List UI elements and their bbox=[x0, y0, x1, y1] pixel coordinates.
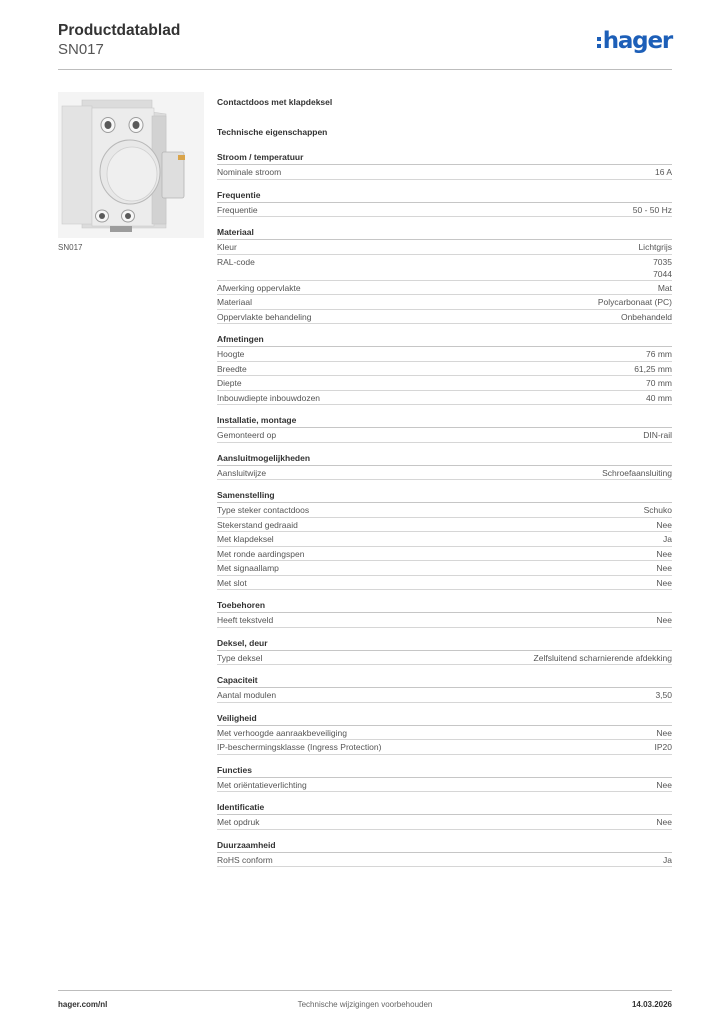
spec-value bbox=[656, 727, 672, 740]
spec-value-line: IP20 bbox=[654, 742, 672, 752]
spec-value bbox=[663, 533, 672, 546]
spec-value bbox=[598, 296, 672, 309]
spec-value bbox=[602, 467, 672, 480]
page-header bbox=[58, 22, 672, 70]
spec-value bbox=[663, 854, 672, 867]
page-footer bbox=[58, 990, 672, 1012]
spec-value bbox=[655, 689, 672, 702]
spec-label: Met oriëntatieverlichting bbox=[217, 779, 307, 790]
spec-value bbox=[653, 256, 672, 280]
footer-website: hager.com/nl bbox=[58, 1000, 108, 1009]
spec-value-line: Nee bbox=[656, 548, 672, 559]
spec-value bbox=[656, 779, 672, 792]
section-heading: Aansluitmogelijkheden bbox=[217, 451, 672, 466]
spec-row bbox=[217, 726, 672, 741]
spec-label: Met slot bbox=[217, 577, 247, 588]
spec-section bbox=[217, 763, 672, 793]
spec-row bbox=[217, 203, 672, 218]
product-code: SN017 bbox=[58, 41, 104, 58]
spec-value bbox=[633, 204, 672, 217]
spec-section bbox=[217, 488, 672, 590]
spec-value bbox=[658, 282, 672, 295]
spec-row bbox=[217, 347, 672, 362]
spec-label: Gemonteerd op bbox=[217, 430, 277, 440]
section-heading: Toebehoren bbox=[217, 598, 672, 613]
spec-row bbox=[217, 362, 672, 377]
spec-section bbox=[217, 225, 672, 324]
spec-value bbox=[646, 392, 672, 405]
spec-label: Aantal modulen bbox=[217, 690, 277, 700]
specifications bbox=[217, 95, 672, 867]
spec-value-line: Schroefaansluiting bbox=[602, 467, 672, 478]
spec-value bbox=[534, 652, 672, 665]
spec-row bbox=[217, 561, 672, 576]
spec-value-line: 40 mm bbox=[646, 392, 672, 403]
spec-value-line: Nee bbox=[656, 817, 672, 827]
spec-value bbox=[656, 562, 672, 575]
spec-label: Breedte bbox=[217, 363, 247, 374]
image-caption: SN017 bbox=[58, 243, 83, 252]
spec-value bbox=[644, 504, 672, 517]
socket-outlet-icon bbox=[58, 92, 204, 238]
product-image bbox=[58, 92, 204, 238]
logo-text: hager bbox=[602, 28, 672, 54]
footer-disclaimer: Technische wijzigingen voorbehouden bbox=[297, 1000, 433, 1009]
spec-value-line: Lichtgrijs bbox=[638, 242, 672, 252]
spec-value bbox=[638, 241, 672, 254]
spec-value-line: 7035 bbox=[653, 256, 672, 267]
spec-row bbox=[217, 281, 672, 296]
spec-row bbox=[217, 740, 672, 755]
spec-row bbox=[217, 295, 672, 310]
spec-row bbox=[217, 255, 672, 281]
spec-row bbox=[217, 240, 672, 255]
spec-value-line: Zelfsluitend scharnierende afdekking bbox=[533, 652, 672, 663]
spec-label: Frequentie bbox=[217, 204, 258, 215]
spec-value bbox=[646, 377, 672, 390]
spec-row bbox=[217, 576, 672, 591]
spec-value bbox=[656, 577, 672, 590]
spec-row bbox=[217, 518, 672, 533]
spec-label: Heeft tekstveld bbox=[217, 615, 274, 625]
section-heading: Identificatie bbox=[217, 800, 672, 815]
spec-label: Met verhoogde aanraakbeveiliging bbox=[217, 727, 347, 738]
section-heading: Stroom / temperatuur bbox=[217, 150, 672, 165]
spec-value-line: Nee bbox=[656, 727, 672, 738]
page-title: Productdatablad bbox=[58, 22, 181, 39]
spec-value bbox=[655, 741, 673, 754]
spec-value-line: 61,25 mm bbox=[634, 363, 672, 374]
footer-date: 14.03.2026 bbox=[631, 1000, 672, 1009]
section-heading: Afmetingen bbox=[217, 332, 672, 347]
spec-value bbox=[646, 348, 672, 361]
section-heading: Duurzaamheid bbox=[217, 838, 672, 853]
spec-section bbox=[217, 332, 672, 405]
section-heading: Capaciteit bbox=[217, 673, 672, 688]
spec-section bbox=[217, 150, 672, 180]
spec-label: Materiaal bbox=[217, 297, 252, 307]
spec-row bbox=[217, 547, 672, 562]
spec-value-line: 3,50 bbox=[655, 690, 672, 700]
spec-value-line: 70 mm bbox=[646, 378, 672, 388]
spec-value bbox=[621, 311, 672, 324]
section-heading: Materiaal bbox=[217, 225, 672, 240]
spec-section bbox=[217, 598, 672, 628]
spec-row bbox=[217, 613, 672, 628]
spec-label: Met klapdeksel bbox=[217, 534, 274, 544]
spec-row bbox=[217, 815, 672, 830]
logo-dots-icon bbox=[597, 37, 601, 48]
spec-row bbox=[217, 651, 672, 666]
technical-properties-heading: Technische eigenschappen bbox=[217, 127, 328, 137]
spec-value-line: Schuko bbox=[643, 505, 672, 515]
spec-value-line: 76 mm bbox=[646, 349, 672, 359]
spec-label: Met signaallamp bbox=[217, 563, 279, 573]
spec-label: Type steker contactdoos bbox=[217, 505, 310, 515]
spec-label: Afwerking oppervlakte bbox=[217, 282, 301, 293]
spec-label: Inbouwdiepte inbouwdozen bbox=[217, 392, 321, 403]
spec-value-line: 7044 bbox=[653, 268, 672, 279]
spec-section bbox=[217, 188, 672, 218]
spec-value bbox=[655, 166, 672, 179]
spec-label: Nominale stroom bbox=[217, 167, 282, 177]
spec-label: Oppervlakte behandeling bbox=[217, 311, 312, 322]
spec-row bbox=[217, 688, 672, 703]
spec-label: Met opdruk bbox=[217, 817, 260, 827]
spec-sections bbox=[217, 150, 672, 867]
spec-value-line: Nee bbox=[656, 563, 672, 573]
spec-label: Aansluitwijze bbox=[217, 467, 267, 478]
spec-section bbox=[217, 673, 672, 703]
spec-value-line: Nee bbox=[656, 615, 672, 625]
spec-row bbox=[217, 391, 672, 406]
spec-value bbox=[643, 429, 672, 442]
spec-value-line: DIN-rail bbox=[643, 430, 672, 440]
spec-value-line: Ja bbox=[663, 854, 672, 865]
spec-label: Type deksel bbox=[217, 652, 263, 663]
spec-label: RAL-code bbox=[217, 256, 255, 267]
section-heading: Functies bbox=[217, 763, 672, 778]
spec-label: Stekerstand gedraaid bbox=[217, 519, 298, 530]
spec-row bbox=[217, 428, 672, 443]
spec-label: Diepte bbox=[217, 378, 242, 388]
spec-label: Kleur bbox=[217, 242, 237, 252]
spec-value-line: Mat bbox=[657, 282, 672, 293]
spec-row bbox=[217, 165, 672, 180]
section-heading: Deksel, deur bbox=[217, 636, 672, 651]
product-description: Contactdoos met klapdeksel bbox=[217, 97, 333, 107]
spec-label: IP-beschermingsklasse (Ingress Protection) bbox=[217, 742, 382, 752]
section-heading: Frequentie bbox=[217, 188, 672, 203]
spec-value-line: Ja bbox=[663, 534, 672, 544]
spec-section bbox=[217, 838, 672, 868]
section-heading: Samenstelling bbox=[217, 488, 672, 503]
spec-value-line: Polycarbonaat (PC) bbox=[597, 297, 672, 307]
spec-row bbox=[217, 376, 672, 391]
spec-value-line: Nee bbox=[656, 519, 672, 530]
spec-row bbox=[217, 532, 672, 547]
spec-value-line: 50 - 50 Hz bbox=[632, 204, 672, 215]
spec-value-line: Nee bbox=[656, 577, 672, 588]
spec-row bbox=[217, 778, 672, 793]
spec-value-line: 16 A bbox=[654, 167, 672, 177]
spec-row bbox=[217, 503, 672, 518]
spec-value-line: Onbehandeld bbox=[620, 311, 672, 322]
spec-row bbox=[217, 310, 672, 325]
spec-label: Hoogte bbox=[217, 349, 245, 359]
spec-row bbox=[217, 466, 672, 481]
spec-section bbox=[217, 636, 672, 666]
spec-value bbox=[656, 519, 672, 532]
spec-label: Met ronde aardingspen bbox=[217, 548, 305, 559]
section-heading: Installatie, montage bbox=[217, 413, 672, 428]
spec-value bbox=[656, 816, 672, 829]
spec-label: RoHS conform bbox=[217, 854, 273, 865]
spec-section bbox=[217, 800, 672, 830]
spec-row bbox=[217, 853, 672, 868]
spec-value bbox=[656, 614, 672, 627]
spec-value bbox=[634, 363, 672, 376]
section-heading: Veiligheid bbox=[217, 711, 672, 726]
spec-value bbox=[656, 548, 672, 561]
spec-section bbox=[217, 413, 672, 443]
hager-logo bbox=[597, 28, 672, 54]
spec-section bbox=[217, 711, 672, 755]
spec-value-line: Nee bbox=[656, 779, 672, 790]
spec-section bbox=[217, 451, 672, 481]
